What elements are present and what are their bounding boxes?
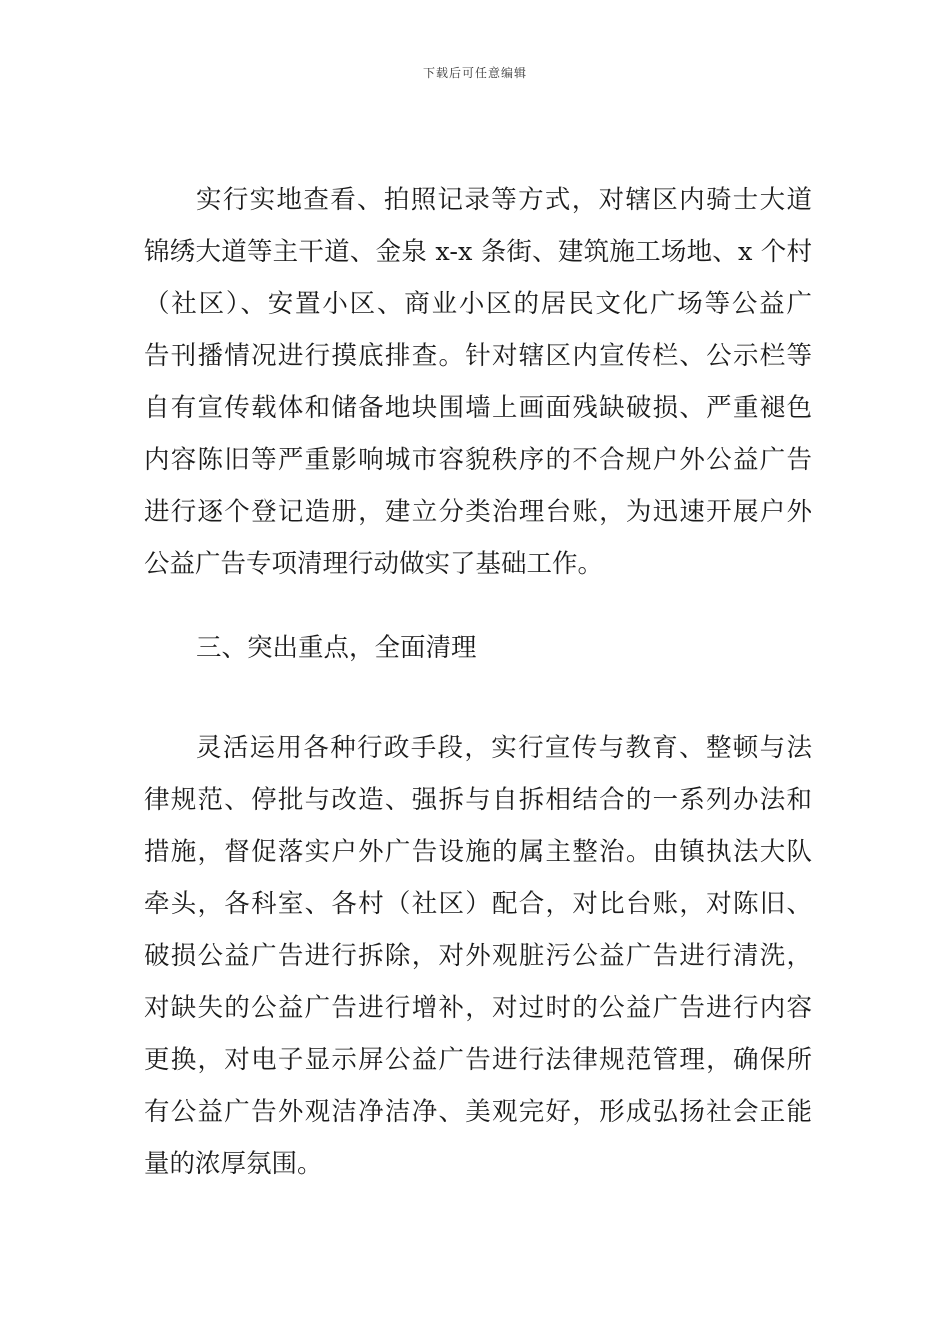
paragraph-line: 内容陈旧等严重影响城市容貌秩序的不合规户外公益广告 [144, 445, 812, 475]
paragraph-line: 牵头，各科室、各村（社区）配合，对比台账，对陈旧、 [144, 889, 812, 919]
paragraph-line: 进行逐个登记造册，建立分类治理台账，为迅速开展户外 [144, 497, 812, 527]
paragraph-line: 对缺失的公益广告进行增补，对过时的公益广告进行内容 [144, 993, 812, 1023]
header-note: 下载后可任意编辑 [422, 66, 527, 80]
paragraph-line: （社区）、安置小区、商业小区的居民文化广场等公益广 [144, 289, 812, 319]
paragraph-line: 更换，对电子显示屏公益广告进行法律规范管理，确保所 [144, 1045, 812, 1075]
paragraph-line: 破损公益广告进行拆除，对外观脏污公益广告进行清洗， [144, 941, 812, 971]
paragraph-2 [144, 722, 812, 1190]
paragraph-line: 律规范、停批与改造、强拆与自拆相结合的一系列办法和 [144, 785, 812, 815]
paragraph-line: 量的浓厚氛围。 [144, 1149, 323, 1179]
paragraph-1 [144, 174, 812, 590]
paragraph-line: 自有宣传载体和储备地块围墙上画面残缺破损、严重褪色 [144, 393, 812, 423]
paragraph-line: 告刊播情况进行摸底排查。针对辖区内宣传栏、公示栏等 [144, 341, 812, 371]
paragraph-line: 实行实地查看、拍照记录等方式，对辖区内骑士大道 [196, 185, 812, 215]
paragraph-line: 措施，督促落实户外广告设施的属主整治。由镇执法大队 [144, 837, 812, 867]
paragraph-line: 灵活运用各种行政手段，实行宣传与教育、整顿与法 [196, 733, 812, 763]
section-heading: 三、突出重点，全面清理 [196, 633, 477, 663]
paragraph-line: 锦绣大道等主干道、金泉 x-x 条街、建筑施工场地、x 个村 [144, 237, 812, 267]
paragraph-line: 公益广告专项清理行动做实了基础工作。 [144, 549, 604, 579]
paragraph-line: 有公益广告外观洁净洁净、美观完好，形成弘扬社会正能 [144, 1097, 812, 1127]
